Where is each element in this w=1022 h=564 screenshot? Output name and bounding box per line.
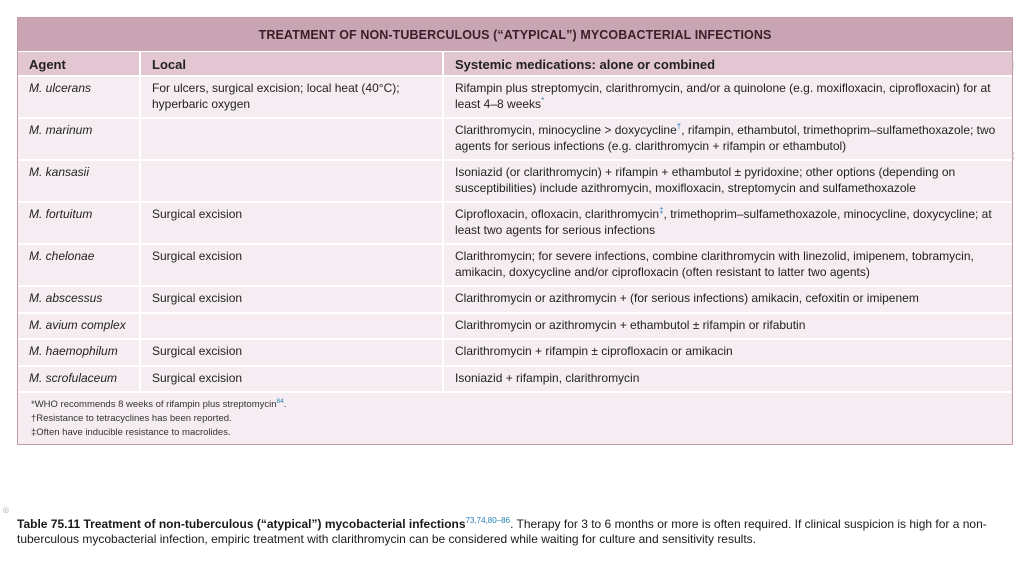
systemic-cell: Clarithromycin or azithromycin + (for serious infections) amikacin, cefoxitin or imipenem [443, 286, 1012, 313]
systemic-cell [443, 118, 1012, 160]
systemic-text: Clarithromycin, minocycline > doxycycline [455, 123, 677, 137]
margin-mark: ( [1012, 150, 1015, 160]
footnote-marker: † [676, 122, 682, 131]
local-cell: Surgical excision [140, 339, 443, 366]
systemic-cell: Clarithromycin + rifampin ± ciprofloxacin or amikacin [443, 339, 1012, 366]
table-row [18, 244, 1012, 286]
table-row [18, 313, 1012, 340]
agent-cell: M. fortuitum [18, 202, 140, 244]
agent-cell: M. ulcerans [18, 76, 140, 118]
agent-cell: M. chelonae [18, 244, 140, 286]
local-cell: Surgical excision [140, 286, 443, 313]
local-cell [140, 118, 443, 160]
table-row [18, 76, 1012, 118]
header-row [18, 52, 1012, 76]
table-row [18, 160, 1012, 202]
agent-cell: M. abscessus [18, 286, 140, 313]
table-row [18, 366, 1012, 392]
footnote-dagger: †Resistance to tetracyclines has been reported. [31, 413, 232, 424]
systemic-cell: Isoniazid + rifampin, clarithromycin [443, 366, 1012, 392]
margin-mark: ⊕ [2, 505, 10, 515]
local-cell: Surgical excision [140, 366, 443, 392]
caption-text: . Therapy for 3 to 6 months or more is often required. If clinical suspicion is high for a non-tuberculous mycobacterial infection, empiric treatment with clarithromycin can be considered while waiting for culture and sensitivity results. [17, 517, 987, 546]
systemic-text: Rifampin plus streptomycin, clarithromycin, and/or a quinolone (e.g. moxifloxacin, ciprofloxacin) for at least 4–8 weeks [455, 81, 991, 111]
systemic-text: , trimethoprim–sulfamethoxazole, minocycline, doxycycline; at least two agents for serious infections [455, 207, 992, 237]
agent-cell: M. marinum [18, 118, 140, 160]
table-row [18, 118, 1012, 160]
table-footnotes [18, 391, 1012, 444]
agent-cell: M. scrofulaceum [18, 366, 140, 392]
local-cell: Surgical excision [140, 244, 443, 286]
systemic-text: Ciprofloxacin, ofloxacin, clarithromycin [455, 207, 660, 221]
systemic-cell [443, 202, 1012, 244]
footnote-marker: * [541, 95, 545, 105]
local-cell [140, 313, 443, 340]
agent-cell: M. kansasii [18, 160, 140, 202]
systemic-cell: Clarithromycin or azithromycin + ethambutol ± rifampin or rifabutin [443, 313, 1012, 340]
agent-cell: M. haemophilum [18, 339, 140, 366]
footnote-double-dagger: ‡Often have inducible resistance to macrolides. [31, 427, 231, 438]
footnote-text: *WHO recommends 8 weeks of rifampin plus streptomycin [31, 399, 277, 410]
local-cell: For ulcers, surgical excision; local heat (40°C); hyperbaric oxygen [140, 76, 443, 118]
table-row [18, 339, 1012, 366]
header-agent: Agent [18, 52, 140, 76]
footnote-who [31, 398, 1004, 412]
systemic-cell: Clarithromycin; for severe infections, combine clarithromycin with linezolid, imipenem, tobramycin, amikacin, doxycycline and/or ciprofloxacin (often resistant to latter two agents) [443, 244, 1012, 286]
local-cell: Surgical excision [140, 202, 443, 244]
caption-references[interactable]: 73,74,80–86 [465, 516, 511, 525]
systemic-cell [443, 76, 1012, 118]
footnote-marker: ‡ [659, 206, 664, 215]
local-cell [140, 160, 443, 202]
header-local: Local [140, 52, 443, 76]
table-caption [17, 517, 1017, 547]
margin-mark: | [1012, 60, 1015, 70]
footnote-end: . [283, 399, 287, 410]
table-title: TREATMENT OF NON-TUBERCULOUS (“ATYPICAL”) MYCOBACTERIAL INFECTIONS [18, 18, 1012, 52]
caption-label: Table 75.11 Treatment of non-tuberculous (“atypical”) mycobacterial infections [17, 517, 466, 531]
treatment-table [17, 17, 1013, 445]
table-row [18, 202, 1012, 244]
reference-link[interactable]: 84 [276, 397, 284, 405]
table-row [18, 286, 1012, 313]
systemic-cell: Isoniazid (or clarithromycin) + rifampin + ethambutol ± pyridoxine; other options (depending on susceptibilities) include azithromycin, moxifloxacin, streptomycin and sulfamethoxazole [443, 160, 1012, 202]
systemic-text: , rifampin, ethambutol, trimethoprim–sulfamethoxazole; two agents for serious infections (e.g. clarithromycin + rifampin or ethambutol) [455, 123, 996, 153]
treatment-grid [18, 52, 1015, 391]
agent-cell: M. avium complex [18, 313, 140, 340]
header-systemic: Systemic medications: alone or combined [443, 52, 1012, 76]
